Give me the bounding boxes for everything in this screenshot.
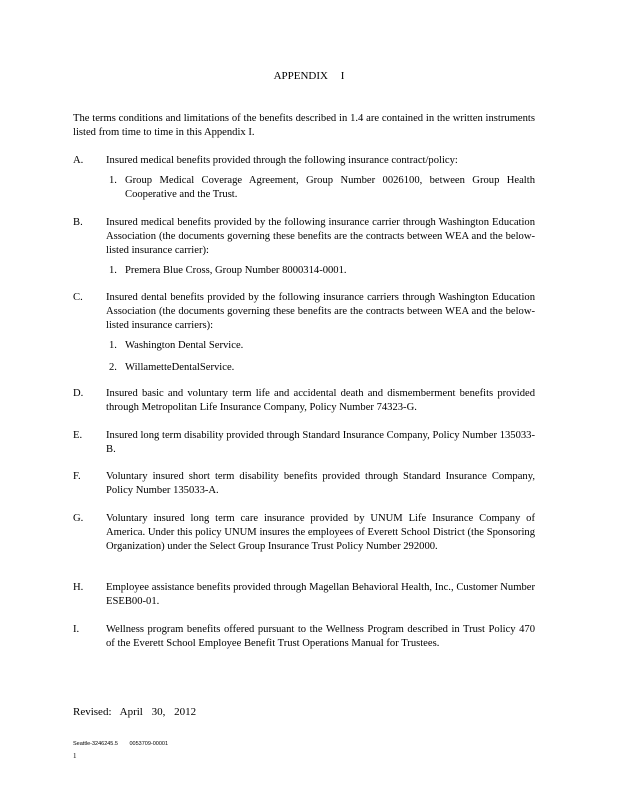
revised-date: Revised: April 30, 2012: [73, 706, 197, 718]
section-d: [73, 387, 535, 415]
section-letter: D.: [73, 388, 84, 399]
document-footer: [73, 741, 178, 747]
section-text: Wellness program benefits offered pursuant to the Wellness Program described in Trust Policy 470 of the Everett School Employee Benefit Trust Operations Manual for Trustees.: [106, 624, 535, 649]
section-text: Insured basic and voluntary term life and accidental death and dismemberment benefits provided through Metropolitan Life Insurance Company, Policy Number 74323-G.: [106, 388, 535, 413]
section-letter: B.: [73, 217, 83, 228]
section-letter: C.: [73, 292, 83, 303]
list-item: [106, 264, 535, 278]
page-title: APPENDIX I: [273, 70, 345, 82]
section-f: [73, 470, 535, 498]
document-id: Seattle-3246245.5: [73, 741, 118, 747]
section-letter: H.: [73, 582, 84, 593]
item-number: 2.: [109, 362, 117, 373]
item-number: 1.: [109, 340, 117, 351]
section-c: [73, 291, 535, 375]
section-text: Insured dental benefits provided by the following insurance carriers through Washington Education Association (the documents governing these benefits are the contracts between WEA and the below-listed insurance carriers):: [106, 292, 535, 331]
item-text: Washington Dental Service.: [125, 340, 244, 351]
item-text: Group Medical Coverage Agreement, Group Number 0026100, between Group Health Cooperative and the Trust.: [125, 175, 535, 200]
section-g: [73, 512, 535, 554]
item-number: 1.: [109, 265, 117, 276]
section-h: [73, 581, 535, 609]
page-number: 1: [73, 752, 77, 760]
section-text: Voluntary insured short term disability benefits provided through Standard Insurance Company, Policy Number 135033-A.: [106, 471, 535, 496]
section-i: [73, 623, 535, 651]
section-text: Insured long term disability provided through Standard Insurance Company, Policy Number 135033-B.: [106, 430, 535, 455]
item-number: 1.: [109, 175, 117, 186]
section-e: [73, 429, 535, 457]
section-b: [73, 216, 535, 278]
matter-id: 0053709-00001: [129, 741, 169, 747]
intro-paragraph: The terms conditions and limitations of the benefits described in 1.4 are contained in the written instruments listed from time to time in this Appendix I.: [73, 113, 535, 138]
section-letter: A.: [73, 155, 84, 166]
list-item: [106, 339, 535, 353]
item-text: Premera Blue Cross, Group Number 8000314-0001.: [125, 265, 347, 276]
section-letter: G.: [73, 513, 84, 524]
list-item: [106, 361, 535, 375]
item-text: WillametteDentalService.: [125, 362, 235, 373]
section-a: [73, 154, 535, 202]
section-text: Insured medical benefits provided through the following insurance contract/policy:: [106, 155, 458, 166]
section-text: Insured medical benefits provided by the following insurance carrier through Washington Education Association (the documents governing these benefits are the contracts between WEA and the below-listed insurance carrier):: [106, 217, 535, 256]
section-text: Voluntary insured long term care insurance provided by UNUM Life Insurance Company of America. Under this policy UNUM insures the employees of Everett School District (the Sponsoring Organization) under the Select Group Insurance Trust Policy Number 292000.: [106, 513, 535, 552]
section-letter: I.: [73, 624, 80, 635]
section-text: Employee assistance benefits provided through Magellan Behavioral Health, Inc., Customer Number ESEB00-01.: [106, 582, 535, 607]
section-letter: E.: [73, 430, 83, 441]
list-item: [106, 174, 535, 202]
section-letter: F.: [73, 471, 81, 482]
